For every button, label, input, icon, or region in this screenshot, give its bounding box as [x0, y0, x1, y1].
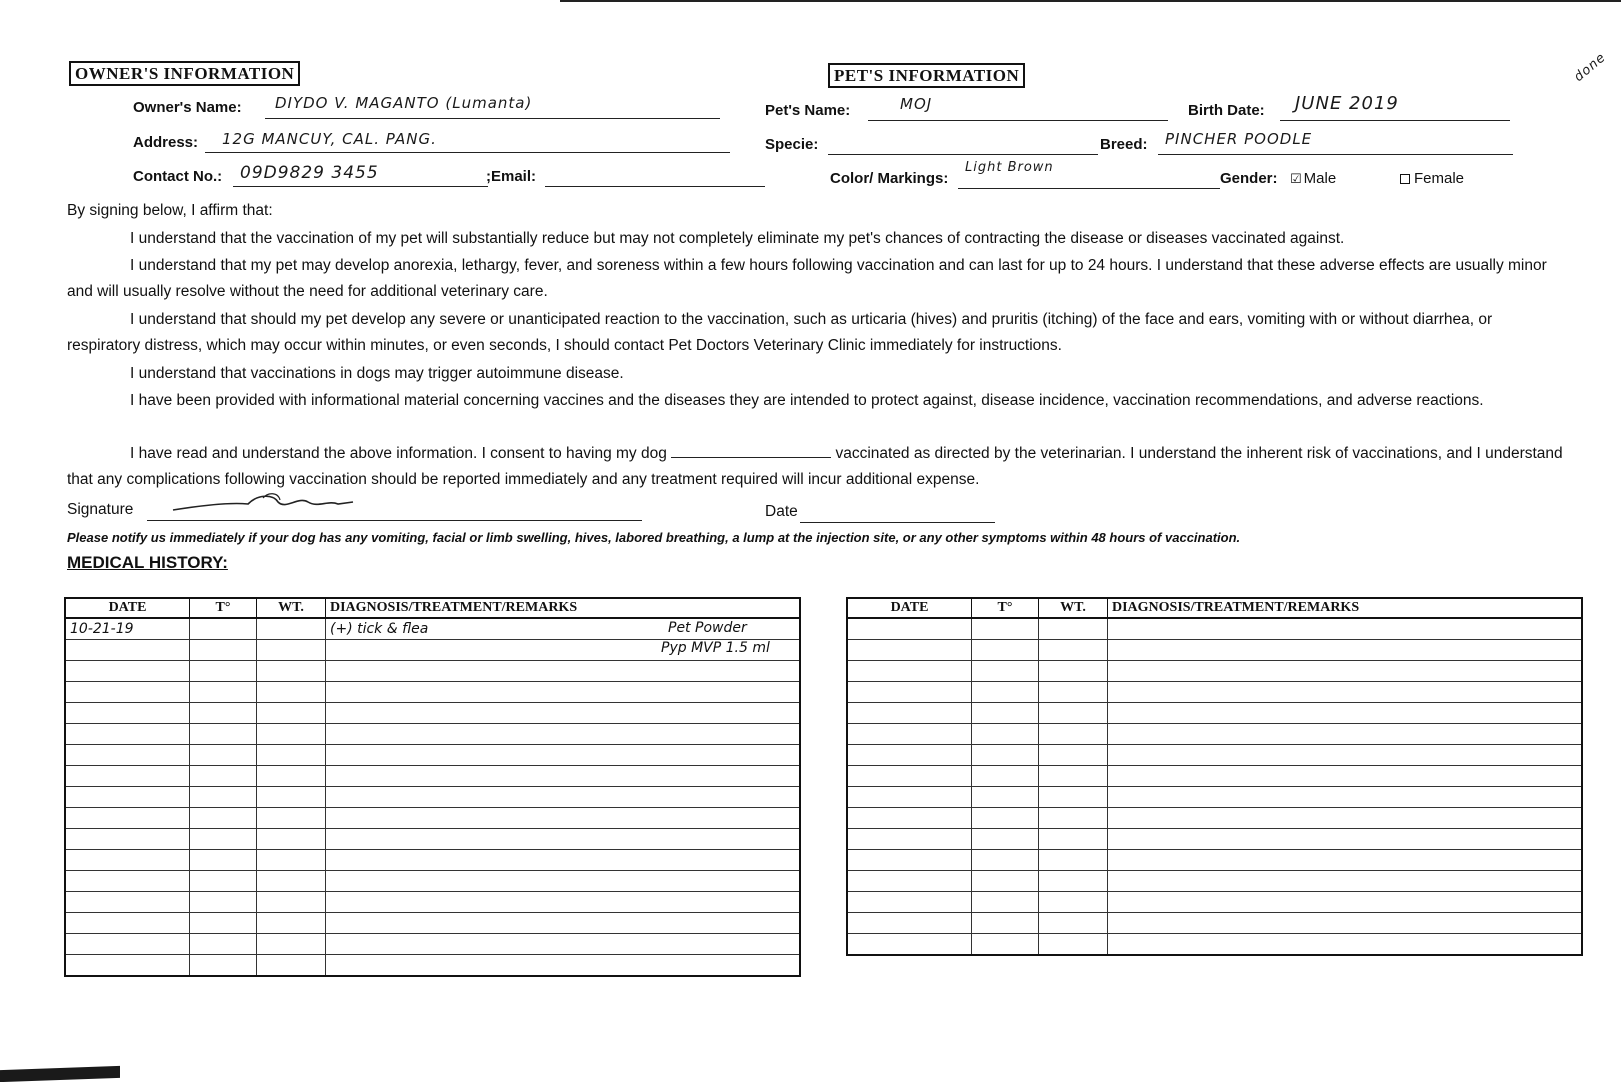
row-weight[interactable]	[1039, 787, 1108, 808]
row-date[interactable]	[65, 703, 190, 724]
table-row[interactable]	[65, 787, 800, 808]
row-temp[interactable]	[190, 892, 257, 913]
row-temp[interactable]	[972, 787, 1039, 808]
row-remarks[interactable]	[1108, 829, 1583, 850]
row-temp[interactable]	[190, 934, 257, 955]
table-row[interactable]	[65, 850, 800, 871]
row-temp[interactable]	[972, 766, 1039, 787]
row-temp[interactable]	[972, 640, 1039, 661]
row-temp[interactable]	[190, 640, 257, 661]
row-remarks[interactable]	[1108, 661, 1583, 682]
table-row[interactable]	[847, 934, 1582, 956]
medical-history-table-left	[64, 597, 801, 977]
col-temp: T°	[190, 598, 257, 618]
row-weight[interactable]	[257, 850, 326, 871]
row-weight[interactable]	[257, 703, 326, 724]
table-row[interactable]	[847, 745, 1582, 766]
row-temp[interactable]	[190, 703, 257, 724]
birth-date-value[interactable]: JUNE 2019	[1295, 93, 1399, 114]
table-row[interactable]	[65, 808, 800, 829]
consent-paragraph-6	[67, 441, 1567, 493]
row-remarks[interactable]	[326, 808, 801, 829]
medical-history-table-right	[846, 597, 1583, 956]
row-date[interactable]	[847, 850, 972, 871]
row-date[interactable]	[847, 871, 972, 892]
table-row[interactable]	[65, 661, 800, 682]
table-row[interactable]	[65, 682, 800, 703]
row-date[interactable]	[65, 955, 190, 977]
color-markings-label: Color/ Markings:	[830, 170, 949, 187]
row-weight[interactable]	[257, 829, 326, 850]
row-remarks[interactable]	[1108, 892, 1583, 913]
contact-value[interactable]: 09D9829 3455	[240, 163, 379, 183]
row-remarks[interactable]	[1108, 682, 1583, 703]
pet-name-value[interactable]: MOJ	[900, 95, 933, 113]
table-row[interactable]	[847, 787, 1582, 808]
row-date[interactable]	[847, 703, 972, 724]
col-date: DATE	[65, 598, 190, 618]
consent-paragraph-2: I understand that my pet may develop anorexia, lethargy, fever, and soreness within a few hours following vaccination and can last for up to 24 hours. I understand that these adverse effects are usually minor and will usually resolve without the need for additional veterinary care.	[67, 257, 1547, 300]
row-weight[interactable]	[1039, 850, 1108, 871]
right-table-body	[847, 618, 1582, 955]
row-date[interactable]	[65, 766, 190, 787]
row-weight[interactable]	[257, 766, 326, 787]
row-weight[interactable]	[1039, 703, 1108, 724]
row-remarks[interactable]	[326, 913, 801, 934]
row-remarks[interactable]	[1108, 724, 1583, 745]
row-weight[interactable]	[257, 724, 326, 745]
row-temp[interactable]	[972, 618, 1039, 640]
row-temp[interactable]	[190, 766, 257, 787]
row-weight[interactable]	[257, 787, 326, 808]
row-remarks[interactable]	[1108, 871, 1583, 892]
row-remarks[interactable]	[326, 618, 801, 640]
row-date[interactable]	[847, 724, 972, 745]
table-row[interactable]	[847, 618, 1582, 640]
signature-label: Signature	[67, 501, 134, 518]
table-row[interactable]	[65, 955, 800, 977]
row-remarks[interactable]	[326, 787, 801, 808]
row-weight[interactable]	[1039, 766, 1108, 787]
row-temp[interactable]	[972, 829, 1039, 850]
row-date[interactable]	[847, 913, 972, 934]
col-remarks: DIAGNOSIS/TREATMENT/REMARKS	[1108, 598, 1583, 618]
row-weight[interactable]	[1039, 934, 1108, 956]
row-weight[interactable]	[1039, 682, 1108, 703]
row-remarks[interactable]	[326, 661, 801, 682]
row-date[interactable]	[65, 808, 190, 829]
row-temp[interactable]	[190, 661, 257, 682]
row-temp[interactable]	[972, 682, 1039, 703]
scan-edge-top	[560, 0, 1621, 2]
row-weight[interactable]	[257, 661, 326, 682]
row-date[interactable]	[847, 934, 972, 956]
row-remarks[interactable]	[1108, 808, 1583, 829]
medical-history-title: MEDICAL HISTORY:	[67, 553, 228, 572]
row-temp[interactable]	[190, 913, 257, 934]
dog-name-blank[interactable]	[671, 443, 831, 458]
pet-section-title: PET'S INFORMATION	[828, 63, 1025, 88]
row-date[interactable]	[65, 913, 190, 934]
row-remarks[interactable]	[1108, 745, 1583, 766]
col-weight: WT.	[257, 598, 326, 618]
row-date[interactable]	[847, 892, 972, 913]
row-weight[interactable]	[1039, 808, 1108, 829]
row-weight[interactable]	[257, 682, 326, 703]
row-date[interactable]	[65, 892, 190, 913]
table-row[interactable]	[65, 618, 800, 640]
table-row[interactable]	[847, 829, 1582, 850]
row-temp[interactable]	[190, 829, 257, 850]
gender-male-label: Male	[1303, 170, 1337, 187]
consent-paragraph-4: I understand that vaccinations in dogs may trigger autoimmune disease.	[130, 365, 624, 382]
row-weight[interactable]	[257, 640, 326, 661]
row-weight[interactable]	[1039, 892, 1108, 913]
checkbox-checked-icon: ☑	[1290, 172, 1302, 187]
owner-name-value[interactable]: DIYDO V. MAGANTO (Lumanta)	[275, 94, 533, 112]
table-row[interactable]	[65, 745, 800, 766]
specie-line	[828, 136, 1098, 155]
corner-note: done	[1571, 50, 1610, 85]
row-temp[interactable]	[190, 871, 257, 892]
table-row[interactable]	[847, 850, 1582, 871]
owner-section-title: OWNER'S INFORMATION	[69, 61, 300, 86]
col-remarks: DIAGNOSIS/TREATMENT/REMARKS	[326, 598, 801, 618]
row-remarks[interactable]	[326, 682, 801, 703]
table-row[interactable]	[65, 892, 800, 913]
row-remarks[interactable]	[326, 640, 801, 661]
row-temp[interactable]	[972, 850, 1039, 871]
row-date[interactable]	[847, 661, 972, 682]
row-weight[interactable]	[257, 808, 326, 829]
row-weight[interactable]	[257, 934, 326, 955]
row-date[interactable]	[847, 766, 972, 787]
row-remarks[interactable]	[326, 829, 801, 850]
row-temp[interactable]	[190, 808, 257, 829]
row-date[interactable]	[847, 787, 972, 808]
row-remarks[interactable]	[326, 871, 801, 892]
address-label: Address:	[133, 134, 199, 151]
row-remarks[interactable]	[1108, 618, 1583, 640]
row-remarks[interactable]	[1108, 703, 1583, 724]
table-row[interactable]	[65, 724, 800, 745]
row-date[interactable]	[65, 640, 190, 661]
email-label: ;Email:	[486, 168, 537, 185]
contact-label: Contact No.:	[133, 168, 223, 185]
row-date[interactable]	[847, 618, 972, 640]
address-value[interactable]: 12G MANCUY, CAL. PANG.	[222, 130, 437, 148]
row-weight[interactable]	[257, 871, 326, 892]
row-weight[interactable]	[1039, 661, 1108, 682]
table-row[interactable]	[65, 871, 800, 892]
row-date[interactable]	[847, 808, 972, 829]
row-remarks[interactable]	[326, 892, 801, 913]
row-date[interactable]	[65, 745, 190, 766]
gender-label: Gender:	[1220, 170, 1278, 187]
owner-name-label: Owner's Name:	[133, 99, 242, 116]
row-date[interactable]: 10-21-19	[65, 618, 190, 640]
row-temp[interactable]	[972, 724, 1039, 745]
table-row[interactable]	[847, 640, 1582, 661]
row-remarks-note: Pet Powder	[668, 620, 747, 636]
table-row[interactable]	[65, 934, 800, 955]
row-remarks[interactable]	[1108, 934, 1583, 956]
row-temp[interactable]	[190, 850, 257, 871]
consent-paragraph-3: I understand that should my pet develop any severe or unanticipated reaction to the vaccination, such as urticaria (hives) and pruritis (itching) of the face and ears, vomiting with or without diarrhea, or respiratory distress, which may occur within minutes, or even seconds, I should contact Pet Doctors Veterinary Clinic immediately for instructions.	[67, 311, 1493, 354]
breed-label: Breed:	[1100, 136, 1148, 153]
col-temp: T°	[972, 598, 1039, 618]
row-remarks[interactable]	[1108, 766, 1583, 787]
row-remarks[interactable]	[326, 703, 801, 724]
row-temp[interactable]	[190, 618, 257, 640]
table-row[interactable]	[847, 661, 1582, 682]
row-date[interactable]	[65, 850, 190, 871]
table-row[interactable]	[847, 808, 1582, 829]
row-date[interactable]	[65, 829, 190, 850]
row-remarks-text: (+) tick & flea	[330, 621, 429, 637]
row-weight[interactable]	[257, 745, 326, 766]
col-weight: WT.	[1039, 598, 1108, 618]
consent-paragraph-5: I have been provided with informational material concerning vaccines and the diseases they are intended to protect against, disease incidence, vaccination recommendations, and adverse reactions.	[130, 392, 1484, 409]
color-markings-value[interactable]: Light Brown	[965, 160, 1054, 175]
date-label: Date	[765, 503, 798, 520]
table-row[interactable]	[65, 703, 800, 724]
row-temp[interactable]	[972, 745, 1039, 766]
row-date[interactable]	[65, 724, 190, 745]
table-row[interactable]	[847, 913, 1582, 934]
row-temp[interactable]	[190, 724, 257, 745]
row-weight[interactable]	[257, 955, 326, 977]
row-weight[interactable]	[1039, 829, 1108, 850]
row-temp[interactable]	[972, 661, 1039, 682]
row-temp[interactable]	[972, 703, 1039, 724]
date-line[interactable]	[800, 504, 995, 523]
consent-intro: By signing below, I affirm that:	[67, 202, 273, 219]
table-row[interactable]	[847, 682, 1582, 703]
row-weight[interactable]	[1039, 724, 1108, 745]
row-temp[interactable]	[190, 955, 257, 977]
row-temp[interactable]	[972, 871, 1039, 892]
table-row[interactable]	[847, 724, 1582, 745]
table-row[interactable]	[847, 766, 1582, 787]
consent-paragraph-1: I understand that the vaccination of my pet will substantially reduce but may not completely eliminate my pet's chances of contracting the disease or diseases vaccinated against.	[130, 230, 1345, 247]
row-remarks[interactable]	[1108, 913, 1583, 934]
row-remarks[interactable]	[1108, 640, 1583, 661]
row-weight[interactable]	[257, 913, 326, 934]
table-row[interactable]	[65, 766, 800, 787]
consent-6-part-b: vaccinated as directed by the veterinarian. I understand the inherent risk of vaccinations, and I understand that any complications following vaccination should be reported immediately and any treatment required will incur additional expense.	[67, 445, 1563, 488]
row-temp[interactable]	[190, 787, 257, 808]
table-row[interactable]	[65, 829, 800, 850]
table-row[interactable]	[847, 703, 1582, 724]
row-date[interactable]	[65, 661, 190, 682]
row-remarks[interactable]	[1108, 787, 1583, 808]
row-remarks[interactable]	[326, 955, 801, 977]
post-vaccination-notice: Please notify us immediately if your dog has any vomiting, facial or limb swelling, hives, labored breathing, a lump at the injection site, or any other symptoms within 48 hours of vaccination.	[67, 530, 1241, 545]
row-date[interactable]	[65, 934, 190, 955]
row-remarks[interactable]	[326, 724, 801, 745]
row-date[interactable]	[65, 787, 190, 808]
row-weight[interactable]	[257, 618, 326, 640]
row-remarks[interactable]	[326, 934, 801, 955]
row-date[interactable]	[65, 682, 190, 703]
gender-female-option[interactable]	[1400, 170, 1464, 188]
row-temp[interactable]	[972, 892, 1039, 913]
row-weight[interactable]	[1039, 871, 1108, 892]
email-line	[545, 168, 765, 187]
specie-label: Specie:	[765, 136, 819, 153]
row-temp[interactable]	[972, 808, 1039, 829]
row-remarks[interactable]	[326, 850, 801, 871]
gender-male-option[interactable]	[1290, 170, 1336, 189]
row-temp[interactable]	[190, 745, 257, 766]
table-row[interactable]	[847, 892, 1582, 913]
row-remarks[interactable]	[1108, 850, 1583, 871]
gender-female-label: Female	[1414, 170, 1465, 187]
row-remarks[interactable]	[326, 766, 801, 787]
row-date[interactable]	[847, 682, 972, 703]
table-row[interactable]	[65, 913, 800, 934]
row-date[interactable]	[847, 745, 972, 766]
breed-value[interactable]: PINCHER POODLE	[1165, 130, 1313, 148]
row-weight[interactable]	[1039, 913, 1108, 934]
row-remarks[interactable]	[326, 745, 801, 766]
row-weight[interactable]	[1039, 745, 1108, 766]
row-weight[interactable]	[257, 892, 326, 913]
checkbox-unchecked-icon	[1400, 174, 1410, 184]
row-temp[interactable]	[972, 934, 1039, 956]
row-temp[interactable]	[190, 682, 257, 703]
row-date[interactable]	[847, 640, 972, 661]
pet-name-label: Pet's Name:	[765, 102, 851, 119]
row-remarks-note: Pyp MVP 1.5 ml	[661, 640, 770, 656]
col-date: DATE	[847, 598, 972, 618]
row-weight[interactable]	[1039, 640, 1108, 661]
row-date[interactable]	[847, 829, 972, 850]
table-row[interactable]	[65, 640, 800, 661]
row-weight[interactable]	[1039, 618, 1108, 640]
row-temp[interactable]	[972, 913, 1039, 934]
table-row[interactable]	[847, 871, 1582, 892]
left-table-body	[65, 618, 800, 976]
birth-date-label: Birth Date:	[1188, 102, 1265, 119]
row-date[interactable]	[65, 871, 190, 892]
consent-6-part-a: I have read and understand the above information. I consent to having my dog	[130, 445, 667, 462]
signature-scribble	[168, 490, 368, 520]
